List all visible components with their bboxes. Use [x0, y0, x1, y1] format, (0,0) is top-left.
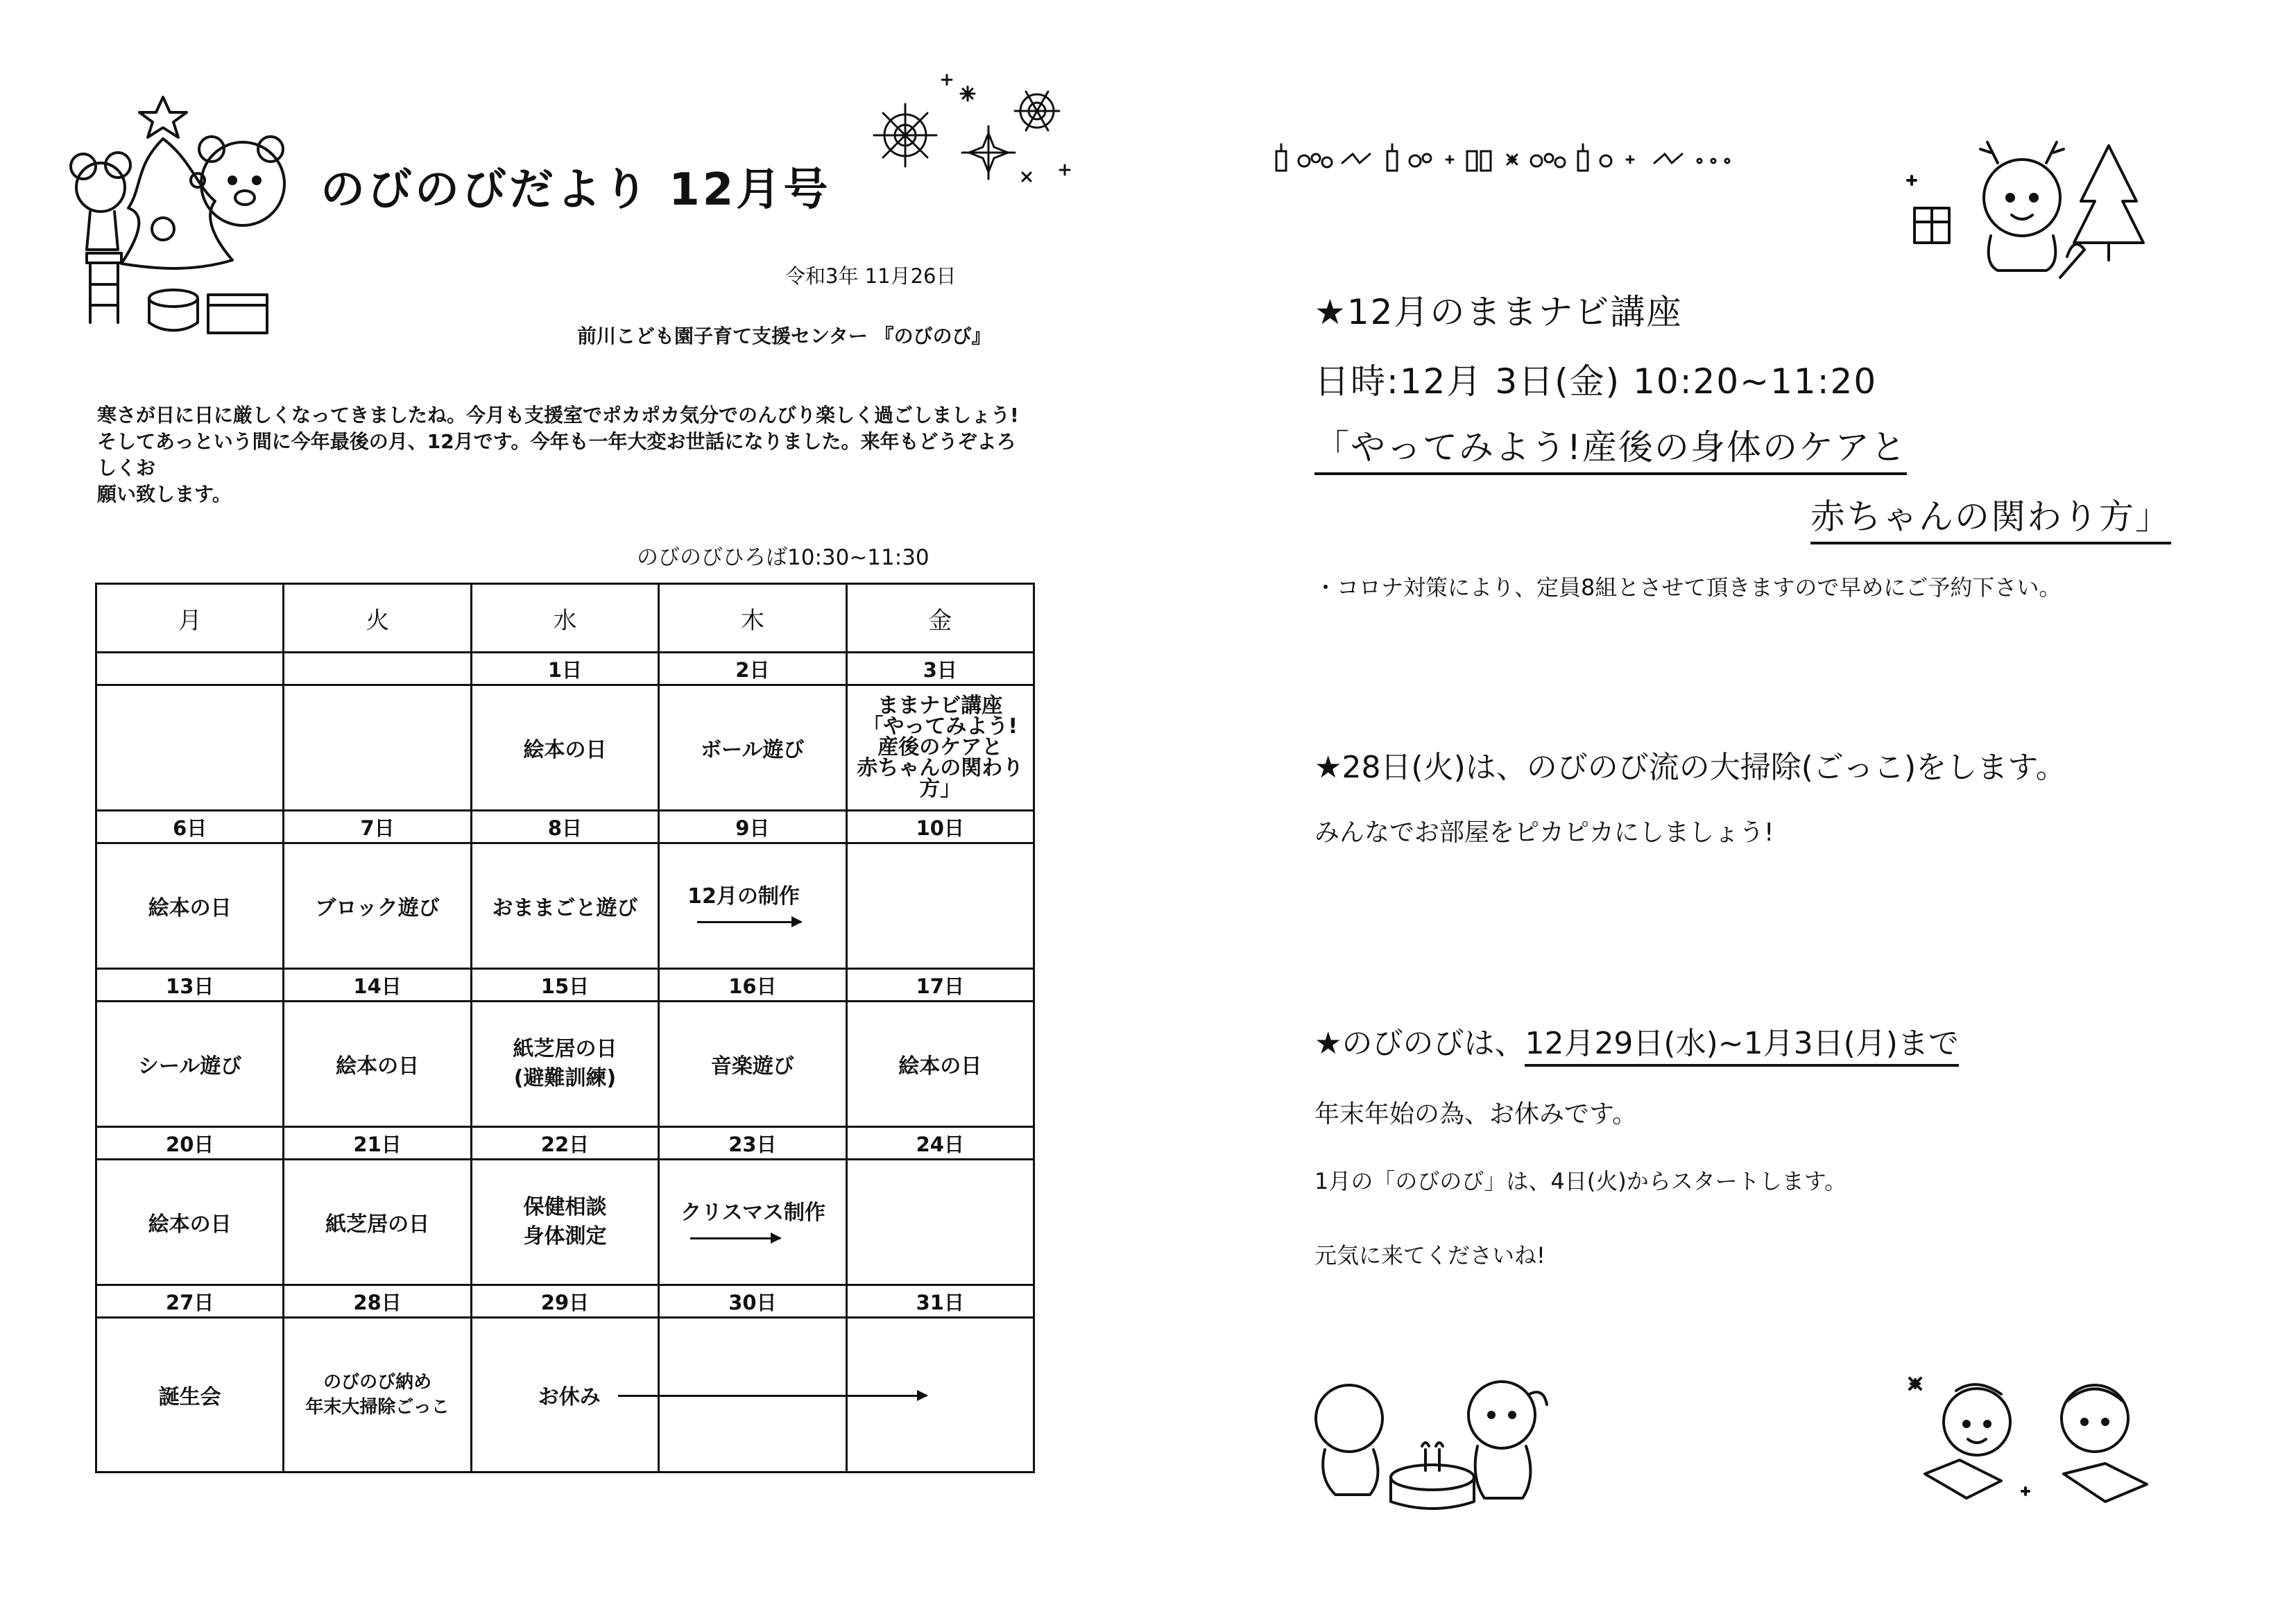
course-datetime: 日時:12月 3日(金) 10:20~11:20 [1314, 361, 1878, 402]
event-cell: 紙芝居の日 [284, 1160, 471, 1285]
date-cell: 20日 [96, 1127, 284, 1160]
intro-line: 願い致します。 [97, 483, 232, 506]
date-cell: 6日 [96, 811, 284, 843]
event-cell [846, 843, 1034, 969]
date-cell: 13日 [96, 969, 284, 1002]
date-cell: 23日 [659, 1127, 846, 1160]
event-cell: 絵本の日 [846, 1002, 1034, 1127]
intro-paragraph [97, 402, 1027, 508]
date-cell: 17日 [846, 969, 1034, 1002]
calendar-header-row [96, 584, 1034, 653]
date-cell: 31日 [846, 1285, 1034, 1318]
date-cell: 14日 [284, 969, 471, 1002]
event-cell [284, 685, 471, 811]
event-cell: 絵本の日 [96, 1160, 284, 1285]
date-row [96, 969, 1034, 1002]
children-writing-illustration [1897, 1370, 2175, 1515]
event-cell: 絵本の日 [96, 843, 284, 969]
date-cell: 9日 [659, 811, 846, 843]
snowflake-icon [867, 73, 1075, 191]
date-cell: 21日 [284, 1127, 471, 1160]
event-cell: ブロック遊び [284, 843, 471, 969]
course-heading: ★12月のままナビ講座 [1314, 292, 1683, 332]
date-cell: 1日 [471, 653, 658, 685]
date-cell: 15日 [471, 969, 658, 1002]
event-cell: 音楽遊び [659, 1002, 846, 1127]
event-cell [471, 1318, 658, 1472]
date-row [96, 1127, 1034, 1160]
event-cell [846, 1160, 1034, 1285]
weekday-header: 木 [659, 584, 846, 653]
date-row [96, 811, 1034, 843]
weekday-header: 水 [471, 584, 658, 653]
event-cell: 絵本の日 [284, 1002, 471, 1127]
cleaning-heading: ★28日(火)は、のびのび流の大掃除(ごっこ)をします。 [1314, 750, 2066, 785]
event-cell: のびのび納め 年末大掃除ごっこ [284, 1318, 471, 1472]
event-cell: 絵本の日 [471, 685, 658, 811]
event-row [96, 1002, 1034, 1127]
organization-name: 前川こども園子育て支援センター 『のびのび』 [577, 325, 991, 347]
continues-arrow-icon [697, 921, 801, 923]
date-row [96, 1285, 1034, 1318]
date-cell: 16日 [659, 969, 846, 1002]
course-title-line-1: 「やってみよう!産後の身体のケアと [1314, 420, 1907, 475]
date-cell: 30日 [659, 1285, 846, 1318]
candle-holly-border-icon [1273, 139, 1745, 180]
date-cell: 2日 [659, 653, 846, 685]
date-cell: 29日 [471, 1285, 658, 1318]
date-cell: 8日 [471, 811, 658, 843]
newsletter-title: のびのびだより 12月号 [320, 164, 831, 216]
holiday-prefix: ★のびのびは、 [1314, 1026, 1525, 1061]
date-cell: 10日 [846, 811, 1034, 843]
cleaning-note: みんなでお部屋をピカピカにしましょう! [1314, 818, 1774, 847]
holiday-note: 年末年始の為、お休みです。 [1314, 1100, 1638, 1128]
event-cell: 紙芝居の日 (避難訓練) [471, 1002, 658, 1127]
event-cell [96, 685, 284, 811]
event-text: 12月の制作 [687, 884, 800, 909]
event-row [96, 1318, 1034, 1472]
date-cell: 3日 [846, 653, 1034, 685]
restart-note: 1月の「のびのび」は、4日(火)からスタートします。 [1314, 1168, 1847, 1194]
intro-line: 寒さが日に日に厳しくなってきましたね。今月も支援室でポカポカ気分でのんびり楽しく過ごしましょう! [97, 404, 1019, 427]
event-cell [659, 1160, 846, 1285]
date-cell [284, 653, 471, 685]
open-hours: のびのびひろば10:30~11:30 [637, 545, 929, 570]
christmas-tree-bear-illustration [66, 83, 295, 347]
event-row [96, 1160, 1034, 1285]
date-cell: 28日 [284, 1285, 471, 1318]
reindeer-child-tree-illustration [1901, 132, 2150, 284]
closing-message: 元気に来てくださいね! [1314, 1242, 1545, 1269]
event-cell: ままナビ講座 「やってみよう! 産後のケアと 赤ちゃんの関わり方」 [846, 685, 1034, 811]
event-cell: ボール遊び [659, 685, 846, 811]
date-row [96, 653, 1034, 685]
intro-line: そしてあっという間に今年最後の月、12月です。今年も一年大変お世話になりました。来年もどうぞよろしくお [97, 430, 1016, 479]
date-cell: 24日 [846, 1127, 1034, 1160]
course-note: ・コロナ対策により、定員8組とさせて頂きますので早めにご予約下さい。 [1314, 574, 2062, 601]
schedule-calendar [95, 583, 1035, 1473]
children-cake-illustration [1301, 1373, 1592, 1512]
event-cell [659, 1318, 846, 1472]
holiday-range: 12月29日(水)~1月3日(月)まで [1525, 1026, 1959, 1067]
date-cell [96, 653, 284, 685]
weekday-header: 火 [284, 584, 471, 653]
event-cell: シール遊び [96, 1002, 284, 1127]
event-row [96, 843, 1034, 969]
holiday-line [1314, 1018, 1959, 1063]
event-cell: おままごと遊び [471, 843, 658, 969]
event-cell: 保健相談 身体測定 [471, 1160, 658, 1285]
event-cell: 誕生会 [96, 1318, 284, 1472]
event-cell [659, 843, 846, 969]
continues-arrow-icon [690, 1237, 780, 1239]
date-cell: 27日 [96, 1285, 284, 1318]
course-title-line-2: 赤ちゃんの関わり方」 [1810, 489, 2171, 544]
date-cell: 7日 [284, 811, 471, 843]
event-text: お休み [538, 1385, 601, 1409]
event-row [96, 685, 1034, 811]
event-cell [846, 1318, 1034, 1472]
weekday-header: 金 [846, 584, 1034, 653]
weekday-header: 月 [96, 584, 284, 653]
issue-date: 令和3年 11月26日 [785, 264, 957, 288]
date-cell: 22日 [471, 1127, 658, 1160]
event-text: クリスマス制作 [680, 1200, 825, 1225]
